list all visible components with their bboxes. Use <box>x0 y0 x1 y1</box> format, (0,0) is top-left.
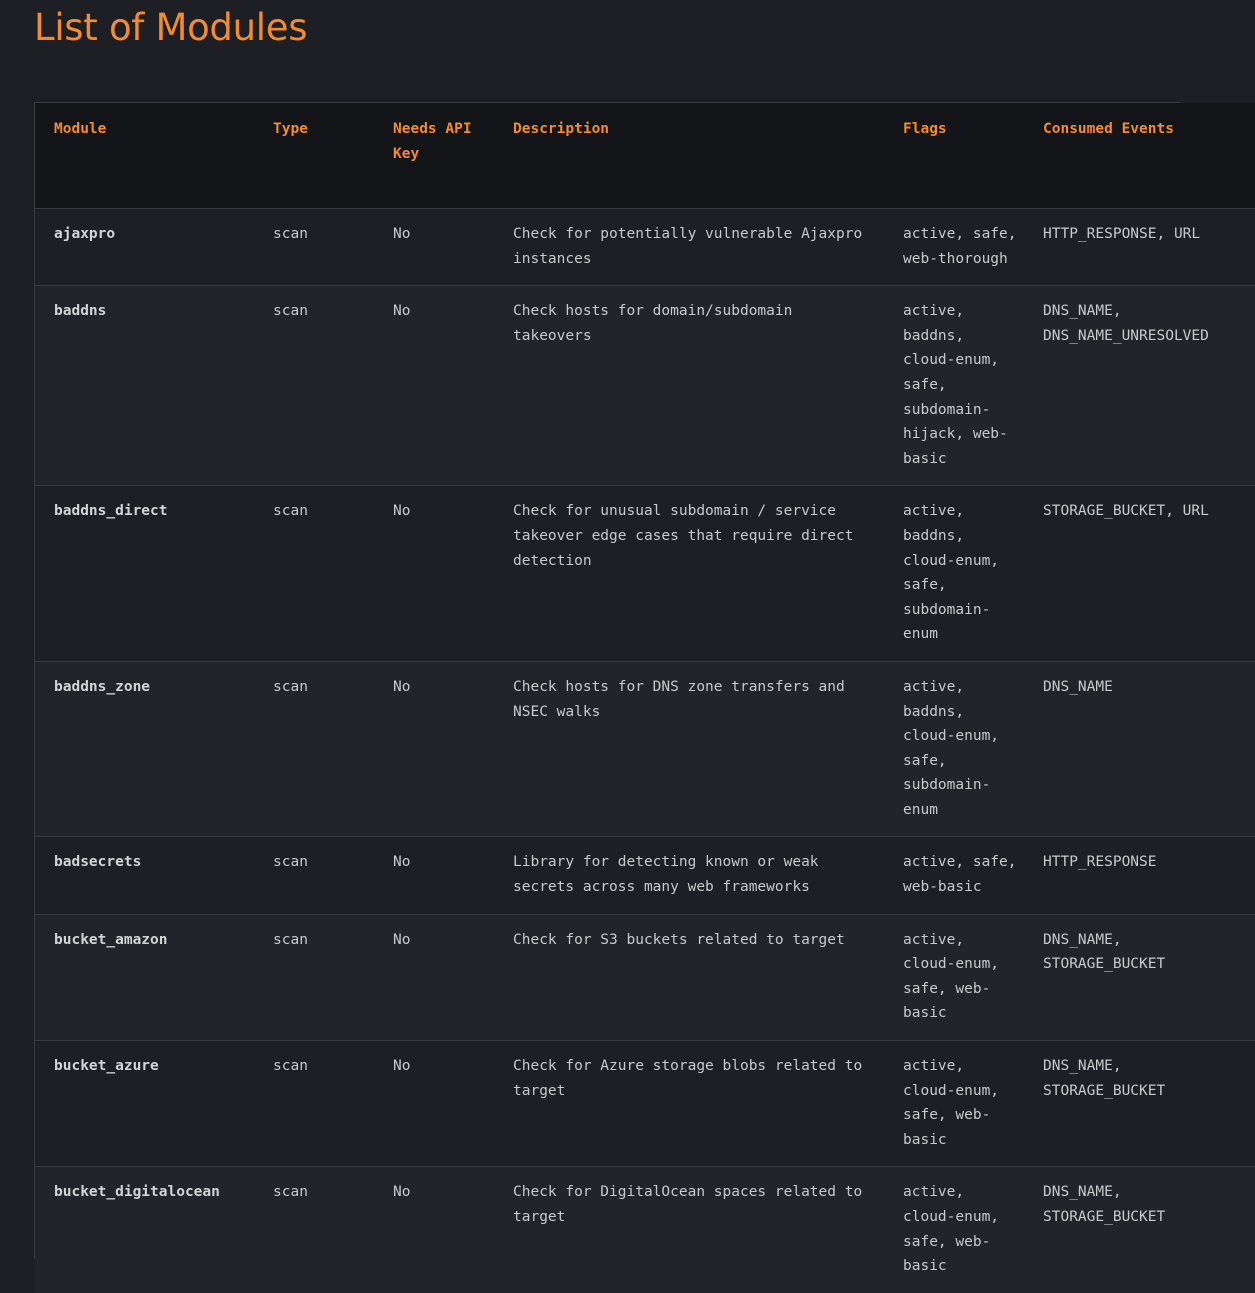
module-api-key: No <box>378 661 498 837</box>
module-api-key: No <box>378 1041 498 1167</box>
header-consumed-events: Consumed Events <box>1028 103 1255 209</box>
module-name: baddns_direct <box>35 486 258 662</box>
page-title: List of Modules <box>34 6 308 49</box>
module-consumed-events: HTTP_RESPONSE <box>1028 837 1255 914</box>
module-flags: active, baddns, cloud-enum, safe, subdomain-enum <box>888 486 1028 662</box>
header-type: Type <box>258 103 378 209</box>
module-flags: active, safe, web-basic <box>888 837 1028 914</box>
header-description: Description <box>498 103 888 209</box>
module-consumed-events: DNS_NAME, STORAGE_BUCKET <box>1028 914 1255 1040</box>
table-header-row <box>35 103 1255 209</box>
module-description: Check hosts for domain/subdomain takeovers <box>498 286 888 486</box>
module-api-key: No <box>378 1167 498 1293</box>
module-flags: active, cloud-enum, safe, web-basic <box>888 1041 1028 1167</box>
module-type: scan <box>258 1167 378 1293</box>
module-api-key: No <box>378 209 498 286</box>
table-row <box>35 837 1255 914</box>
module-api-key: No <box>378 837 498 914</box>
module-name: baddns <box>35 286 258 486</box>
module-flags: active, baddns, cloud-enum, safe, subdomain-hijack, web-basic <box>888 286 1028 486</box>
module-name: bucket_amazon <box>35 914 258 1040</box>
module-description: Check for Azure storage blobs related to target <box>498 1041 888 1167</box>
modules-table-container[interactable] <box>34 102 1209 1275</box>
module-api-key: No <box>378 914 498 1040</box>
table-row <box>35 209 1255 286</box>
module-consumed-events: DNS_NAME, STORAGE_BUCKET <box>1028 1041 1255 1167</box>
module-type: scan <box>258 286 378 486</box>
module-name: bucket_azure <box>35 1041 258 1167</box>
module-type: scan <box>258 209 378 286</box>
module-description: Check for S3 buckets related to target <box>498 914 888 1040</box>
module-type: scan <box>258 1041 378 1167</box>
modules-table <box>35 103 1255 1293</box>
table-row <box>35 486 1255 662</box>
module-flags: active, cloud-enum, safe, web-basic <box>888 914 1028 1040</box>
module-name: bucket_digitalocean <box>35 1167 258 1293</box>
module-api-key: No <box>378 486 498 662</box>
module-name: baddns_zone <box>35 661 258 837</box>
module-name: ajaxpro <box>35 209 258 286</box>
module-consumed-events: HTTP_RESPONSE, URL <box>1028 209 1255 286</box>
module-consumed-events: DNS_NAME <box>1028 661 1255 837</box>
module-description: Check for DigitalOcean spaces related to target <box>498 1167 888 1293</box>
table-row <box>35 1041 1255 1167</box>
module-type: scan <box>258 661 378 837</box>
module-type: scan <box>258 914 378 1040</box>
module-type: scan <box>258 837 378 914</box>
module-api-key: No <box>378 286 498 486</box>
module-flags: active, cloud-enum, safe, web-basic <box>888 1167 1028 1293</box>
module-name: badsecrets <box>35 837 258 914</box>
module-description: Library for detecting known or weak secrets across many web frameworks <box>498 837 888 914</box>
module-consumed-events: DNS_NAME, DNS_NAME_UNRESOLVED <box>1028 286 1255 486</box>
module-description: Check for potentially vulnerable Ajaxpro instances <box>498 209 888 286</box>
header-module: Module <box>35 103 258 209</box>
module-description: Check hosts for DNS zone transfers and NSEC walks <box>498 661 888 837</box>
module-flags: active, safe, web-thorough <box>888 209 1028 286</box>
table-row <box>35 1167 1255 1293</box>
header-needs-api-key: Needs API Key <box>378 103 498 209</box>
module-description: Check for unusual subdomain / service takeover edge cases that require direct detection <box>498 486 888 662</box>
module-consumed-events: DNS_NAME, STORAGE_BUCKET <box>1028 1167 1255 1293</box>
table-row <box>35 286 1255 486</box>
module-type: scan <box>258 486 378 662</box>
table-row <box>35 914 1255 1040</box>
module-consumed-events: STORAGE_BUCKET, URL <box>1028 486 1255 662</box>
module-flags: active, baddns, cloud-enum, safe, subdomain-enum <box>888 661 1028 837</box>
table-row <box>35 661 1255 837</box>
header-flags: Flags <box>888 103 1028 209</box>
